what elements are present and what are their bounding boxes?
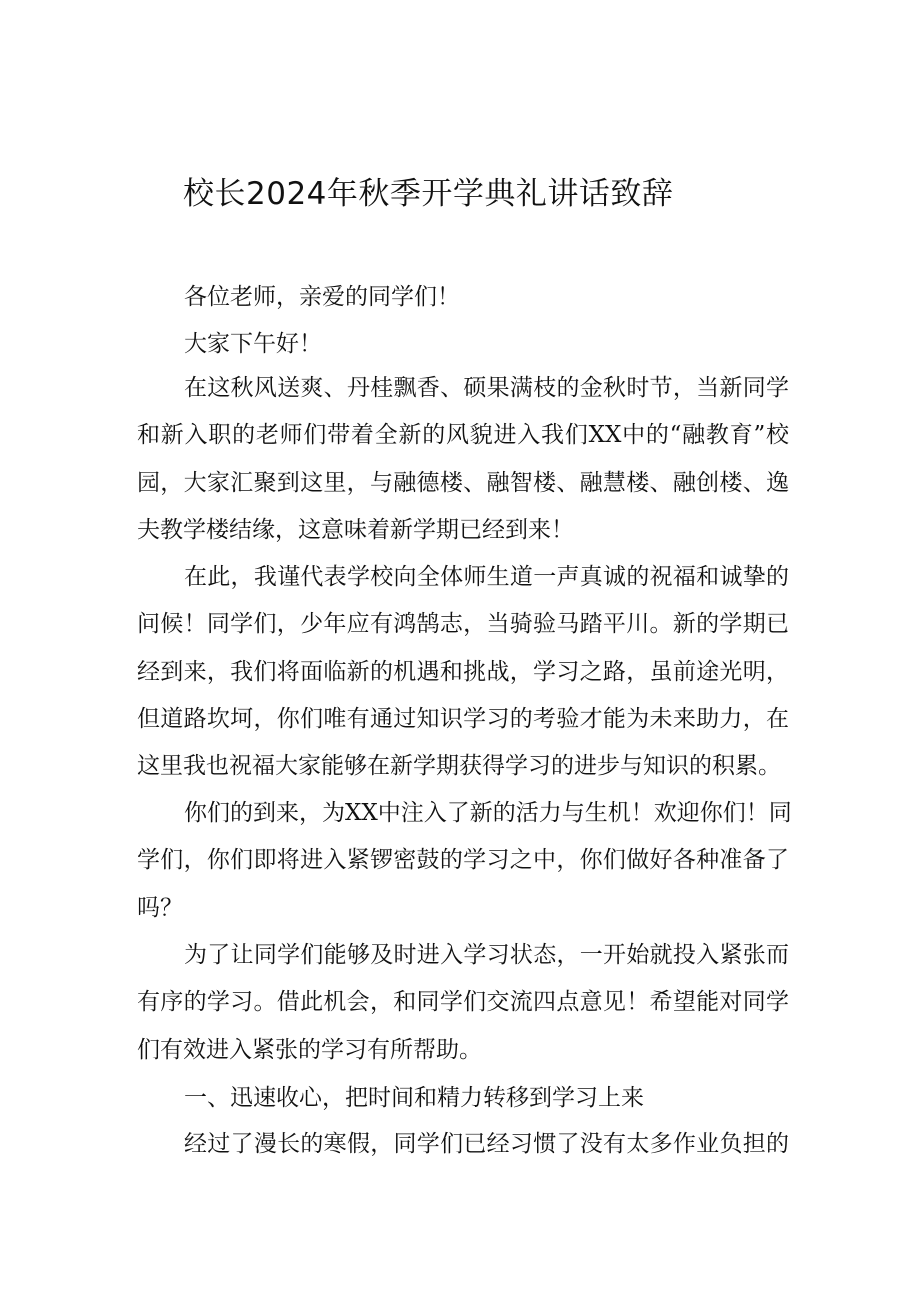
paragraph-3-line-1: 你们的到来，为XX中注入了新的活力与生机！欢迎你们！同 — [184, 800, 792, 826]
paragraph-1-line-3: 园，大家汇聚到这里，与融德楼、融智楼、融慧楼、融创楼、逸 — [137, 469, 789, 496]
greeting-line: 各位老师，亲爱的同学们！ — [184, 284, 460, 310]
paragraph-2-line-3: 经到来，我们将面临新的机遇和挑战，学习之路，虽前途光明， — [137, 658, 789, 685]
paragraph-3-line-2: 学们，你们即将进入紧锣密鼓的学习之中，你们做好各种准备了 — [137, 847, 789, 874]
paragraph-5 — [137, 1121, 789, 1168]
paragraph-1-line-1: 在这秋风送爽、丹桂飘香、硕果满枝的金秋时节，当新同学 — [184, 375, 789, 401]
paragraph-2-line-1: 在此，我谨代表学校向全体师生道一声真诚的祝福和诚挚的 — [184, 564, 789, 590]
paragraph-3-line-3: 吗？ — [137, 894, 183, 921]
paragraph-1 — [137, 365, 789, 554]
paragraph-1-line-2: 和新入职的老师们带着全新的风貌进入我们XX中的“融教育”校 — [137, 422, 789, 449]
paragraph-3 — [137, 790, 792, 932]
paragraph-4 — [137, 932, 789, 1074]
paragraph-4-line-1: 为了让同学们能够及时进入学习状态，一开始就投入紧张而 — [184, 942, 789, 968]
paragraph-4-line-3: 们有效进入紧张的学习有所帮助。 — [137, 1036, 482, 1063]
paragraph-2 — [137, 554, 789, 790]
paragraph-2-line-4: 但道路坎坷，你们唯有通过知识学习的考验才能为未来助力，在 — [137, 705, 789, 732]
paragraph-4-line-2: 有序的学习。借此机会，和同学们交流四点意见！希望能对同学 — [137, 989, 789, 1016]
paragraph-1-line-4: 夫教学楼结缘，这意味着新学期已经到来！ — [137, 516, 574, 543]
paragraph-2-line-5: 这里我也祝福大家能够在新学期获得学习的进步与知识的积累。 — [137, 753, 781, 780]
paragraph-2-line-2: 问候！同学们，少年应有鸿鹄志，当骑验马踏平川。新的学期已 — [137, 611, 789, 638]
hello-line: 大家下午好！ — [184, 331, 322, 357]
document-title: 校长2024年秋季开学典礼讲话致辞 — [183, 176, 674, 212]
paragraph-5-line-1: 经过了漫长的寒假，同学们已经习惯了没有太多作业负担的 — [184, 1131, 789, 1157]
section-heading-1: 一、迅速收心，把时间和精力转移到学习上来 — [184, 1085, 644, 1111]
